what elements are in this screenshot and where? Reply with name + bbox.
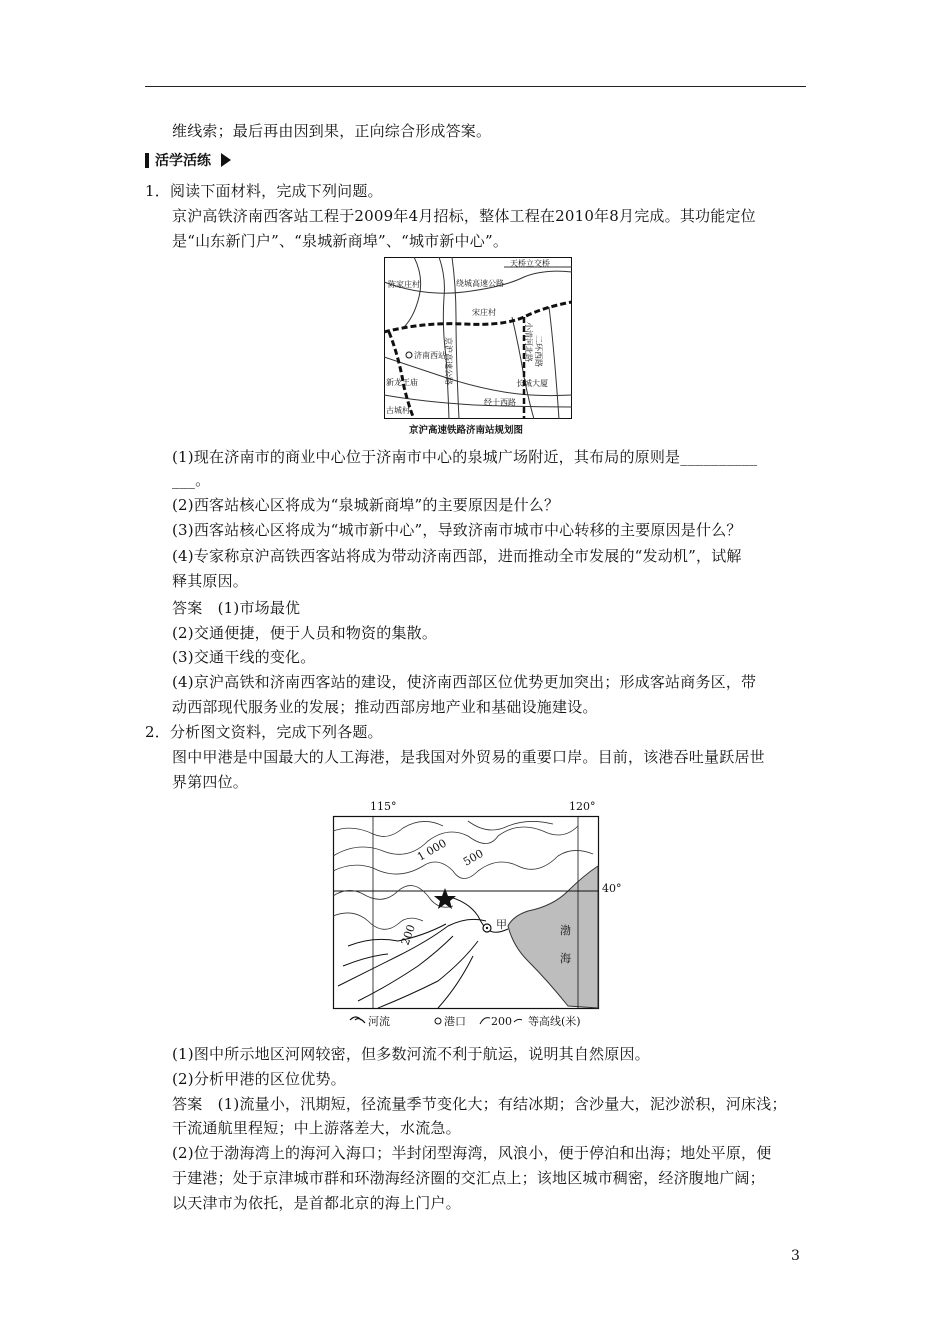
q1-answer-line: 答案 (1)市场最优 <box>172 599 301 617</box>
header-rule <box>145 86 806 87</box>
q2-sub2: (2)分析甲港的区位优势。 <box>172 1070 346 1088</box>
longitude-115-label: 115° <box>370 800 397 813</box>
map-label-jinanxi: 济南西站 <box>414 351 446 360</box>
q1-figure-caption: 京沪高速铁路济南站规划图 <box>409 425 524 436</box>
q2-material-line: 图中甲港是中国最大的人工海港，是我国对外贸易的重要口岸。目前，该港吞吐量跃居世 <box>172 748 765 766</box>
legend-contour-value: 200 <box>491 1015 512 1028</box>
contour-500-label: 500 <box>461 846 486 869</box>
q1-material-line: 是“山东新门户”、“泉城新商埠”、“城市新中心”。 <box>172 232 509 250</box>
section-title: 活学活练 <box>155 153 211 169</box>
q1-material-line: 京沪高铁济南西客站工程于2009年4月招标，整体工程在2010年8月完成。其功能定位 <box>172 207 756 225</box>
play-triangle-icon <box>221 153 231 167</box>
q1-stem: 1．阅读下面材料，完成下列问题。 <box>145 182 383 200</box>
map-label-xiaoqing: 小清河北路 <box>524 322 533 362</box>
q1-answer-line: 动西部现代服务业的发展；推动西部房地产业和基础设施建设。 <box>172 698 598 716</box>
continuation-text: 维线索；最后再由因到果，正向综合形成答案。 <box>172 122 492 140</box>
map-label-tianqiao: 天桥立交桥 <box>510 259 550 268</box>
q1-sub1-line: ___。 <box>172 471 211 489</box>
q2-answer-line: (2)位于渤海湾上的海河入海口；半封闭型海湾，风浪小，便于停泊和出海；地处平原，便 <box>172 1144 772 1162</box>
q2-answer-line: 答案 (1)流量小，汛期短，径流量季节变化大；有结冰期；含沙量大，泥沙淤积，河床浅； <box>172 1095 787 1113</box>
bohai-port-map <box>328 796 628 1036</box>
legend-contour-label: 等高线(米) <box>528 1015 581 1028</box>
contour-200-label: 200 <box>398 922 419 948</box>
q1-answer-line: (2)交通便捷，便于人员和物资的集散。 <box>172 624 438 642</box>
q2-answer-line: 干流通航里程短；中上游落差大，水流急。 <box>172 1119 461 1137</box>
bohai-label-1: 渤 <box>560 924 571 937</box>
q1-sub4-line: 释其原因。 <box>172 572 249 590</box>
river-legend-icon <box>350 1017 365 1023</box>
q2-answer-line: 以天津市为依托，是首都北京的海上门户。 <box>172 1194 461 1212</box>
q1-sub1-line: (1)现在济南市的商业中心位于济南市中心的泉城广场附近，其布局的原则是__________ <box>172 448 758 466</box>
legend-port-label: 港口 <box>444 1015 466 1028</box>
map-label-gucheng: 古城村 <box>386 406 410 415</box>
q1-sub3: (3)西客站核心区将成为“城市新中心”，导致济南市城市中心转移的主要原因是什么？ <box>172 521 742 539</box>
contour-legend-icon <box>480 1018 490 1024</box>
section-heading <box>145 151 231 169</box>
q1-answer-line: (4)京沪高铁和济南西客站的建设，使济南西部区位优势更加突出；形成客站商务区，带 <box>172 673 757 691</box>
q2-answer-line: 于建港；处于京津城市群和环渤海经济圈的交汇点上；该地区城市稠密，经济腹地广阔； <box>172 1169 765 1187</box>
legend-river-label: 河流 <box>368 1015 390 1028</box>
jinan-station-map <box>384 257 572 419</box>
q2-material-line: 界第四位。 <box>172 773 249 791</box>
section-bar-icon <box>145 153 149 168</box>
q1-answer-line: (3)交通干线的变化。 <box>172 648 316 666</box>
q2-sub1: (1)图中所示地区河网较密，但多数河流不利于航运，说明其自然原因。 <box>172 1045 650 1063</box>
map-label-chenjia: 陈家庄村 <box>388 280 420 289</box>
map-label-jinghu: 京沪高速公路 <box>444 337 453 385</box>
map-label-erhuan: 二环西路 <box>534 335 543 367</box>
q1-sub4-line: (4)专家称京沪高铁西客站将成为带动济南西部，进而推动全市发展的“发动机”，试解 <box>172 547 742 565</box>
port-jia-label: 甲 <box>496 918 507 931</box>
contour-1000-label: 1 000 <box>415 836 449 864</box>
page-number: 3 <box>791 1248 800 1264</box>
map-label-jingshisi: 经十西路 <box>484 398 516 407</box>
port-legend-icon <box>435 1018 441 1024</box>
map-label-raocheng: 绕城高速公路 <box>456 279 504 288</box>
longitude-120-label: 120° <box>569 800 596 813</box>
bohai-label-2: 海 <box>560 952 571 965</box>
map-label-changcheng: 长城大厦 <box>516 379 548 388</box>
q2-stem: 2．分析图文资料，完成下列各题。 <box>145 723 383 741</box>
map-label-xinlong: 新龙王庙 <box>386 378 418 387</box>
q1-sub2: (2)西客站核心区将成为“泉城新商埠”的主要原因是什么？ <box>172 496 560 514</box>
map-label-songzhuang: 宋庄村 <box>472 308 496 317</box>
latitude-40-label: 40° <box>602 882 622 895</box>
